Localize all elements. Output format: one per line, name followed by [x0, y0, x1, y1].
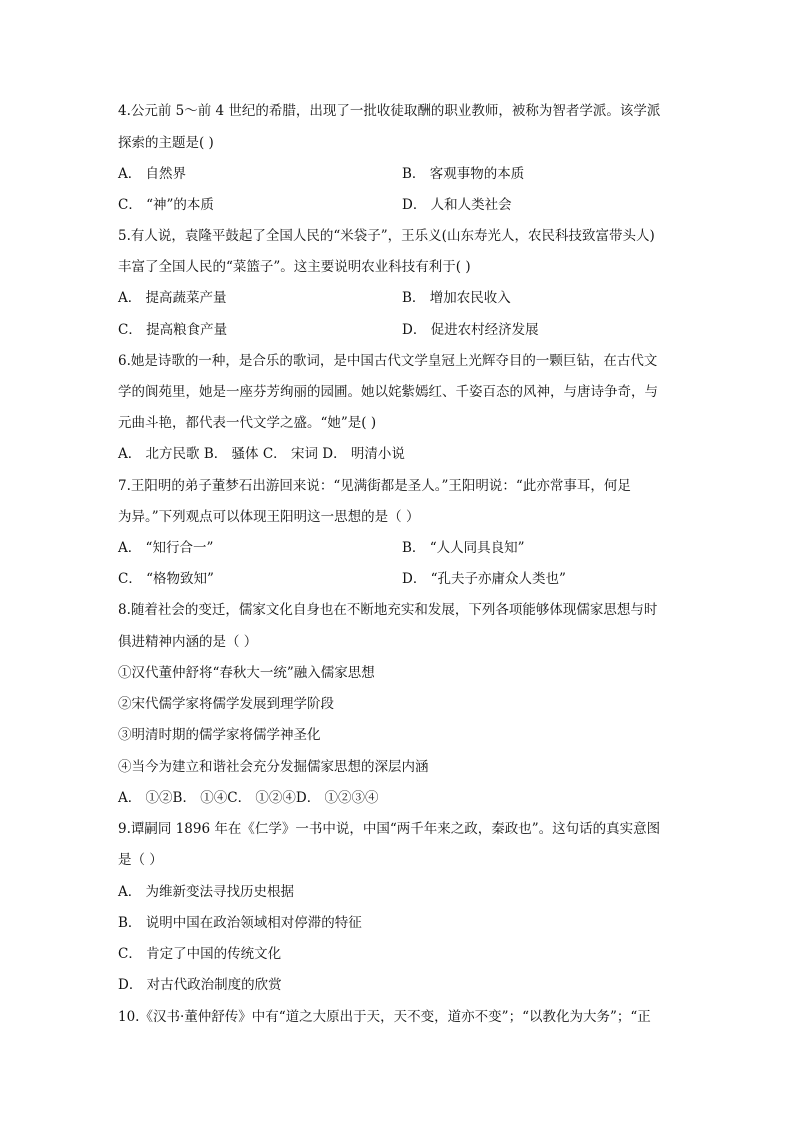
q8-item-1: ①汉代董仲舒将“春秋大一统”融入儒家思想: [118, 665, 375, 681]
q8-item-2: ②宋代儒学家将儒学发展到理学阶段: [118, 696, 334, 712]
q6-options: A． 北方民歌 B． 骚体 C． 宋词 D． 明清小说: [118, 446, 405, 462]
q5-option-b: B． 增加农民收入: [402, 290, 511, 306]
q4-option-a: A． 自然界: [118, 166, 187, 182]
q9-option-c: C． 肯定了中国的传统文化: [118, 946, 282, 962]
q8-options: A． ①②B． ①④C． ①②④D． ①②③④: [118, 790, 379, 806]
q9-option-a: A． 为维新变法寻找历史根据: [118, 884, 295, 900]
q5-option-a: A． 提高蔬菜产量: [118, 290, 227, 306]
q4-option-d: D． 人和人类社会: [402, 197, 512, 213]
q9-option-d: D． 对古代政治制度的欣赏: [118, 977, 282, 993]
q5-stem-line-1: 5.有人说，袁隆平鼓起了全国人民的“米袋子”，王乐义(山东寿光人，农民科技致富带头人): [118, 228, 655, 244]
q4-option-c: C． “神”的本质: [118, 197, 214, 213]
q6-stem-line-1: 6.她是诗歌的一种，是合乐的歌词，是中国古代文学皇冠上光辉夺目的一颗巨钻，在古代文: [118, 353, 658, 369]
q7-option-a: A． “知行合一”: [118, 540, 214, 556]
q8-stem-line-1: 8.随着社会的变迁，儒家文化自身也在不断地充实和发展，下列各项能够体现儒家思想与时: [118, 602, 658, 618]
q5-option-d: D． 促进农村经济发展: [402, 322, 539, 338]
q8-stem-line-2: 俱进精神内涵的是（ ）: [118, 634, 258, 650]
q9-option-b: B． 说明中国在政治领域相对停滞的特征: [118, 915, 362, 931]
q7-stem-line-1: 7.王阳明的弟子董梦石出游回来说：“见满街都是圣人。”王阳明说：“此亦常事耳，何足: [118, 478, 631, 494]
q4-stem-line-2: 探索的主题是( ): [118, 135, 214, 151]
q8-item-4: ④当今为建立和谐社会充分发掘儒家思想的深层内涵: [118, 759, 429, 775]
q7-option-d: D． “孔夫子亦庸众人类也”: [402, 571, 566, 587]
q4-stem-line-1: 4.公元前 5～前 4 世纪的希腊，出现了一批收徒取酬的职业教师，被称为智者学派。该学派: [118, 103, 661, 119]
q7-option-c: C． “格物致知”: [118, 571, 214, 587]
q6-stem-line-3: 元曲斗艳，都代表一代文学之盛。“她”是( ): [118, 415, 377, 431]
q7-stem-line-2: 为异。”下列观点可以体现王阳明这一思想的是（ ）: [118, 509, 420, 525]
q9-stem-line-1: 9.谭嗣同 1896 年在《仁学》一书中说，中国“两千年来之政，秦政也”。这句话的真实意图: [118, 821, 661, 837]
q4-option-b: B． 客观事物的本质: [402, 166, 525, 182]
q10-stem-line-1: 10.《汉书·董仲舒传》中有“道之大原出于天，天不变，道亦不变”；“以教化为大务”；“正: [118, 1009, 651, 1025]
q5-stem-line-2: 丰富了全国人民的“菜篮子”。这主要说明农业科技有利于( ): [118, 259, 471, 275]
q7-option-b: B． “人人同具良知”: [402, 540, 525, 556]
q5-option-c: C． 提高粮食产量: [118, 322, 228, 338]
q6-stem-line-2: 学的阆苑里，她是一座芬芳绚丽的园圃。她以姹紫嫣红、千姿百态的风神，与唐诗争奇，与: [118, 384, 658, 400]
q8-item-3: ③明清时期的儒学家将儒学神圣化: [118, 727, 321, 743]
q9-stem-line-2: 是（ ）: [118, 852, 163, 868]
